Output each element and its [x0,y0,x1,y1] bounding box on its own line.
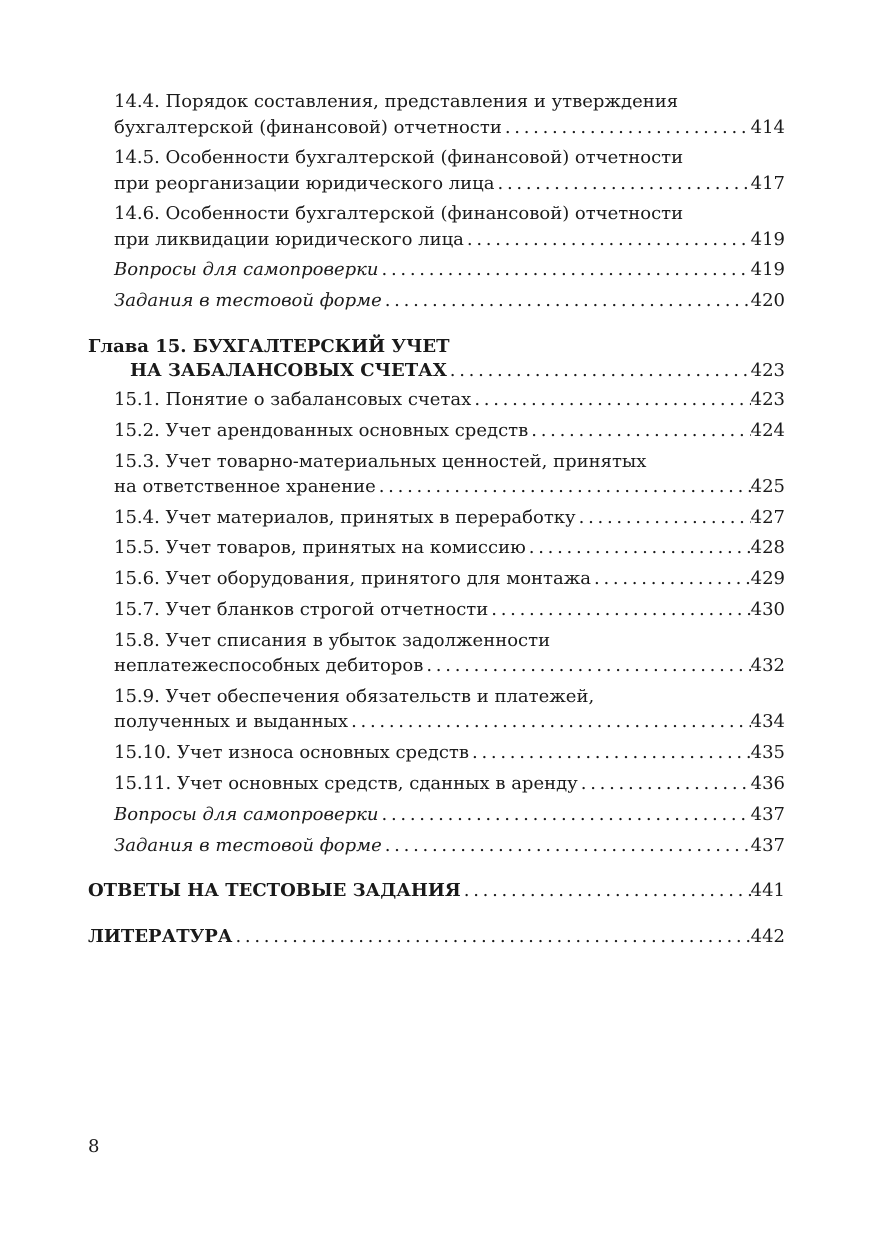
toc-page-number: 428 [750,537,785,558]
toc-entry-title: Вопросы для самопроверки [114,804,379,825]
toc-entry-questions-15 [88,803,785,827]
toc-entry-15-5 [88,536,785,560]
toc-entry-15-1 [88,388,785,412]
toc-entry-14-6 [88,202,785,252]
dot-leader [423,654,750,678]
toc-page-number: 423 [750,360,785,381]
toc-entry-title-cont: неплатежеспособных дебиторов [114,655,424,676]
toc-entry-14-5 [88,146,785,196]
toc-entry-15-10 [88,741,785,765]
dot-leader [591,567,751,591]
toc-page-number: 414 [750,117,785,138]
toc-page-number: 437 [750,804,785,825]
toc-entry-title-cont: бухгалтерской (финансовой) отчетности [114,117,502,138]
toc-entry-title: 15.9. Учет обеспечения обязательств и платежей, [114,686,595,707]
toc-entry-title: 15.7. Учет бланков строгой отчетности [114,599,489,620]
toc-page-number: 436 [750,773,785,794]
toc-entry-title: ОТВЕТЫ НА ТЕСТОВЫЕ ЗАДАНИЯ [88,880,461,901]
dot-leader [495,172,751,196]
toc-entry-literature [88,925,785,949]
toc-entry-title: Задания в тестовой форме [114,835,382,856]
toc-entry-title: 15.4. Учет материалов, принятых в переработку [114,507,576,528]
toc-entry-title: 14.6. Особенности бухгалтерской (финансовой) отчетности [114,203,684,224]
toc-page-number: 419 [750,229,785,250]
toc-entry-15-6 [88,567,785,591]
toc-page-number: 441 [750,880,785,901]
toc-entry-title: Вопросы для самопроверки [114,259,379,280]
dot-leader [464,228,751,252]
toc-entry-15-11 [88,772,785,796]
toc-entry-title-cont: при реорганизации юридического лица [114,173,495,194]
dot-leader [379,803,751,827]
toc-entry-questions-14 [88,258,785,282]
toc-entry-title: ЛИТЕРАТУРА [88,926,233,947]
toc-page-number: 434 [750,711,785,732]
toc-entry-title: 14.5. Особенности бухгалтерской (финансовой) отчетности [114,147,684,168]
dot-leader [379,258,751,282]
toc-entry-14-4 [88,90,785,140]
toc-entry-15-9 [88,685,785,734]
toc-page-number: 430 [750,599,785,620]
toc-page-number: 417 [750,173,785,194]
toc-entry-title: 15.8. Учет списания в убыток задолженности [114,630,551,651]
dot-leader [447,359,751,383]
toc-page-number: 425 [750,476,785,497]
toc-entry-title: Задания в тестовой форме [114,290,382,311]
toc-entry-title-cont: на ответственное хранение [114,476,376,497]
chapter-heading: Глава 15. БУХГАЛТЕРСКИЙ УЧЕТ [88,336,450,357]
toc-page-number: 437 [750,835,785,856]
dot-leader [471,388,750,412]
toc-entry-title: 15.3. Учет товарно-материальных ценностей, принятых [114,451,647,472]
toc-entry-15-3 [88,450,785,499]
toc-page-number: 435 [750,742,785,763]
toc-entry-title: 15.1. Понятие о забалансовых счетах [114,389,472,410]
toc-entry-15-4 [88,506,785,530]
dot-leader [382,289,751,313]
dot-leader [232,925,750,949]
toc-chapter-15 [88,335,785,383]
toc-entry-title-cont: при ликвидации юридического лица [114,229,464,250]
toc-page-number: 432 [750,655,785,676]
toc-page-number: 442 [750,926,785,947]
page-number: 8 [88,1136,100,1157]
toc-entry-title: 15.11. Учет основных средств, сданных в аренду [114,773,578,794]
toc-entry-title: 15.5. Учет товаров, принятых на комиссию [114,537,526,558]
chapter-heading-cont: НА ЗАБАЛАНСОВЫХ СЧЕТАХ [130,360,447,381]
dot-leader [348,710,751,734]
toc-entry-15-7 [88,598,785,622]
dot-leader [528,419,750,443]
dot-leader [376,475,751,499]
dot-leader [502,116,751,140]
dot-leader [382,834,751,858]
toc-page-number: 424 [750,420,785,441]
toc-page-number: 419 [750,259,785,280]
toc-page-number: 420 [750,290,785,311]
toc-page-number: 423 [750,389,785,410]
toc-entry-tests-15 [88,834,785,858]
dot-leader [469,741,751,765]
toc-entry-answers [88,879,785,903]
dot-leader [461,879,751,903]
dot-leader [488,598,750,622]
dot-leader [576,506,751,530]
toc-entry-15-8 [88,629,785,678]
toc-entry-title: 15.10. Учет износа основных средств [114,742,469,763]
toc-entry-title: 14.4. Порядок составления, представления и утверждения [114,91,679,112]
dot-leader [526,536,751,560]
toc-entry-tests-14 [88,289,785,313]
toc-entry-title-cont: полученных и выданных [114,711,349,732]
dot-leader [578,772,751,796]
toc-entry-15-2 [88,419,785,443]
toc-page-number: 427 [750,507,785,528]
toc-entry-title: 15.2. Учет арендованных основных средств [114,420,529,441]
toc-page-number: 429 [750,568,785,589]
toc-entry-title: 15.6. Учет оборудования, принятого для монтажа [114,568,592,589]
